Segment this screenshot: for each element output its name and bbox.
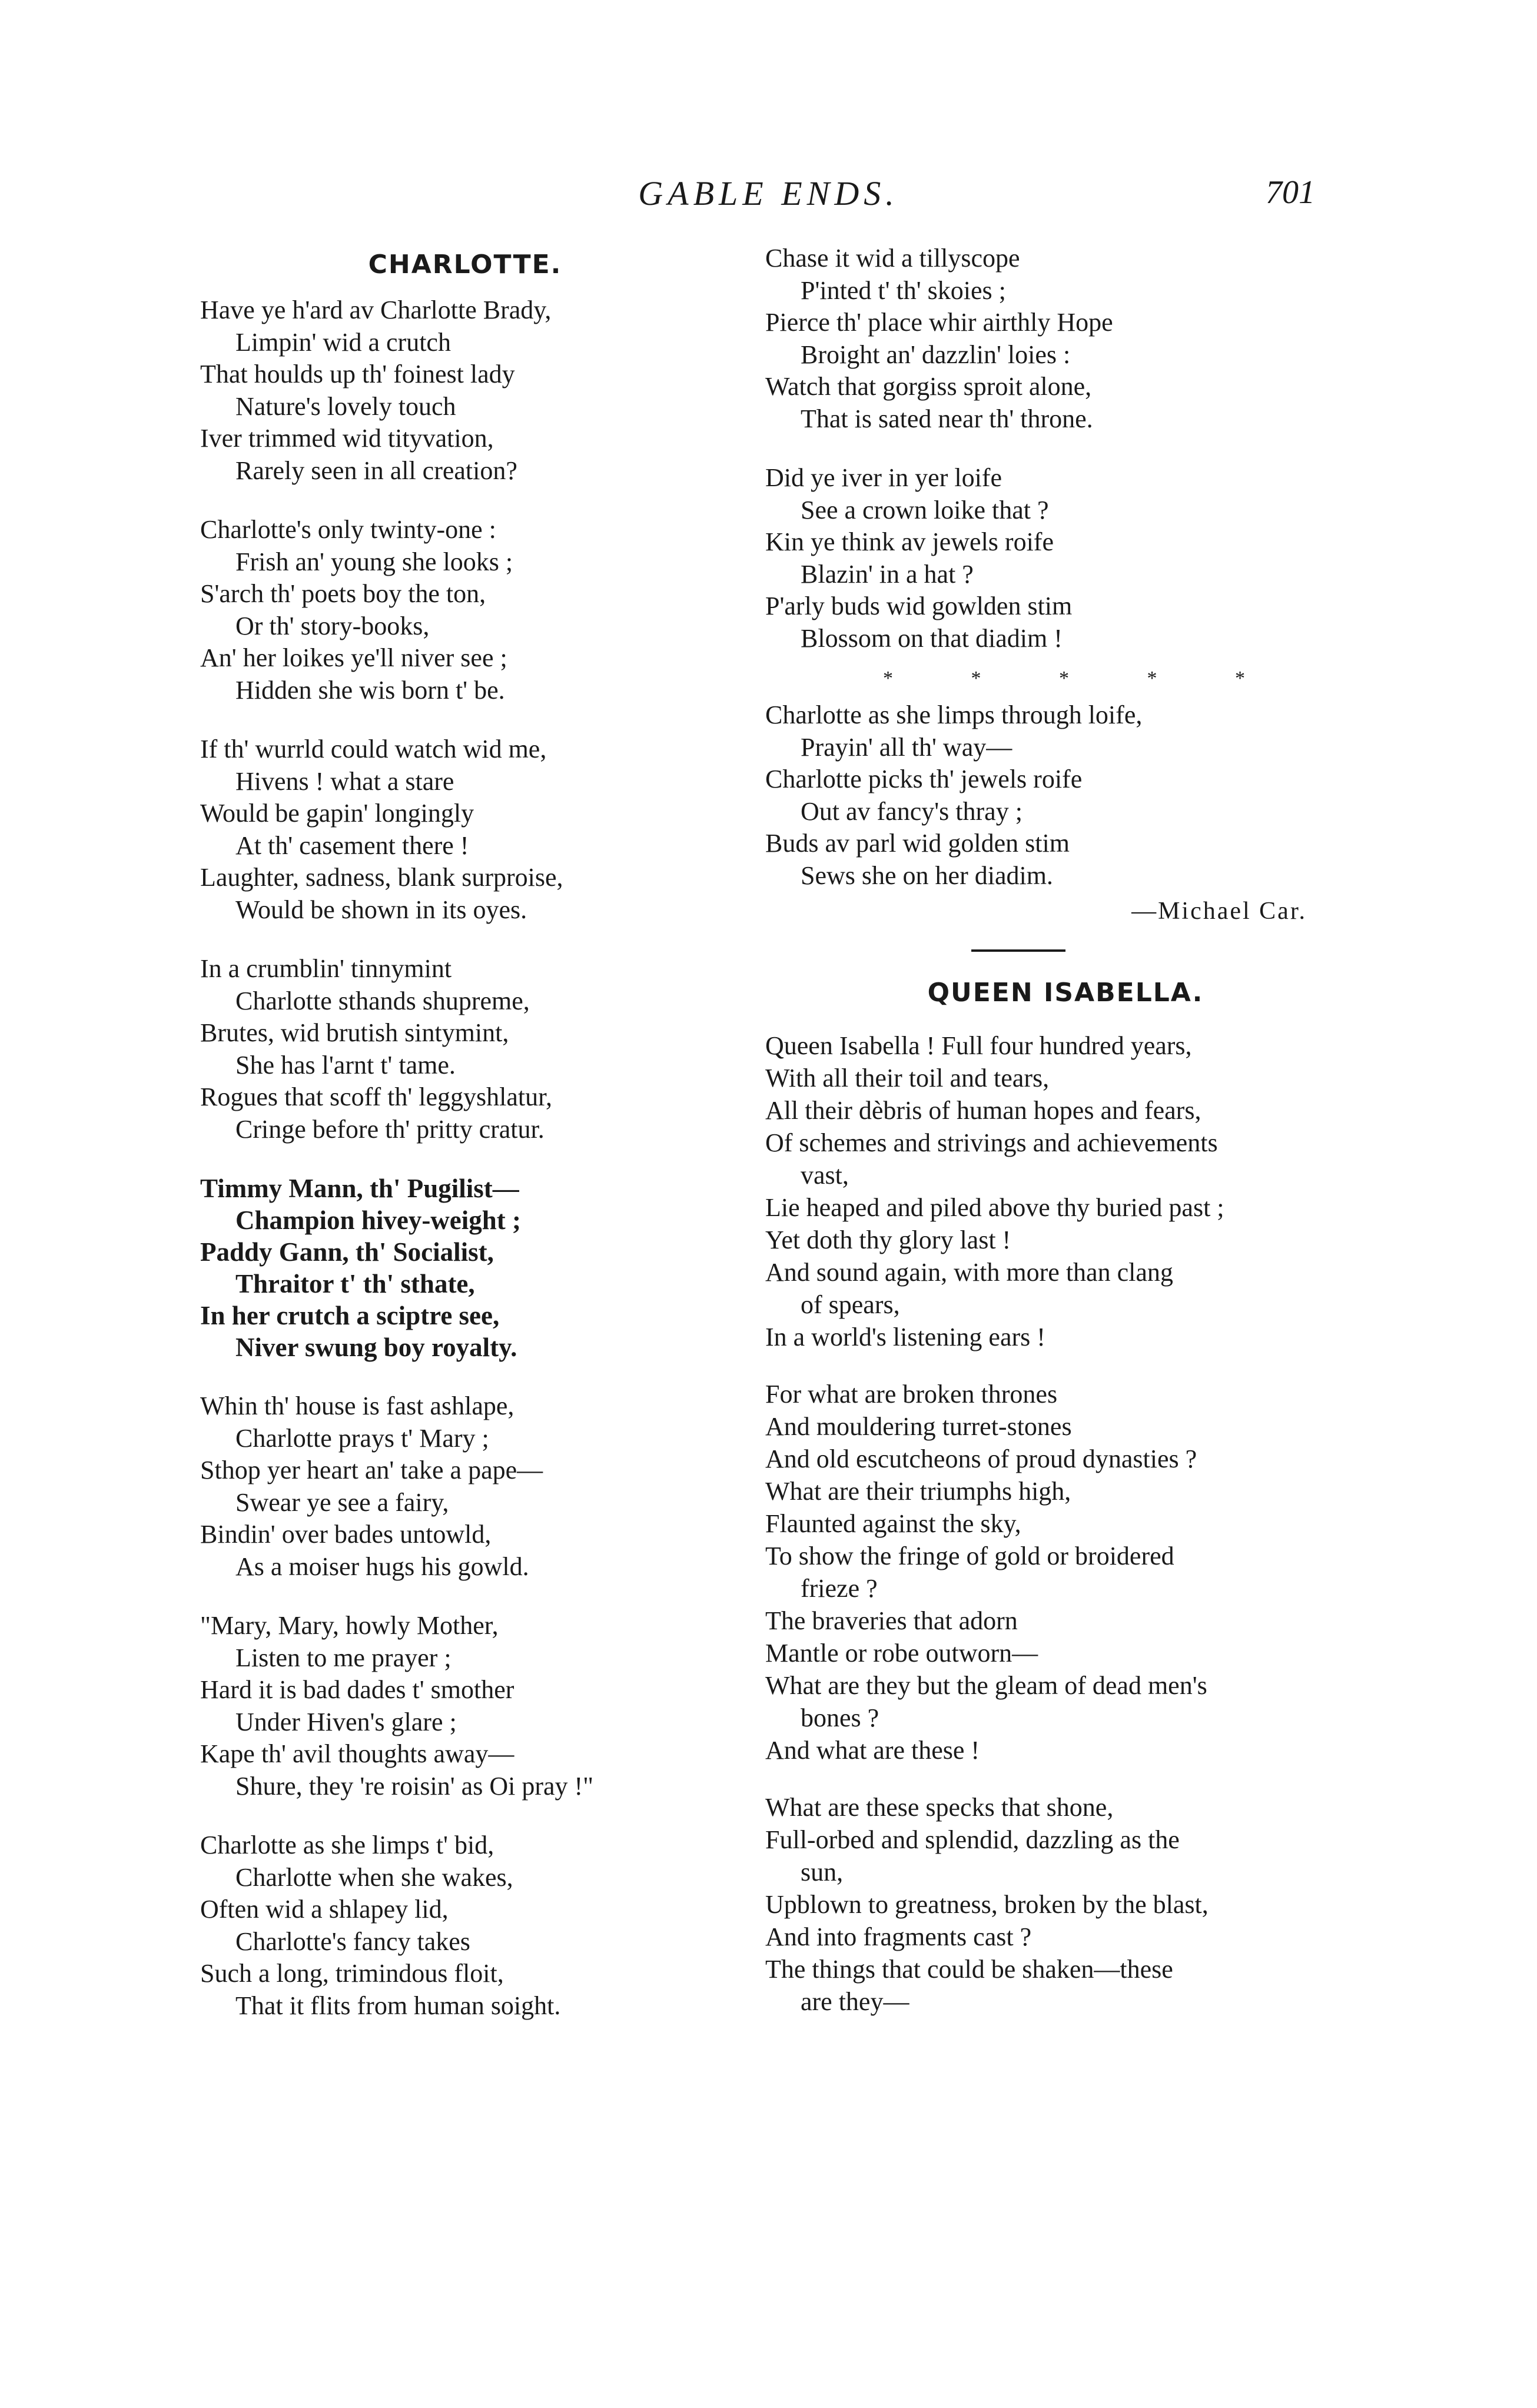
- verse-line: An' her loikes ye'll niver see ;: [200, 643, 507, 672]
- verse-line: Buds av parl wid golden stim: [765, 829, 1070, 858]
- stanza: [200, 1173, 730, 1363]
- stanza: [765, 243, 1366, 435]
- verse-line: Sthop yer heart an' take a pape—: [200, 1456, 543, 1484]
- verse-line: Timmy Mann, th' Pugilist—: [200, 1174, 519, 1203]
- running-header: GABLE ENDS.: [638, 174, 899, 212]
- verse-line: frieze ?: [801, 1574, 878, 1603]
- verse-line: Rogues that scoff th' leggyshlatur,: [200, 1082, 553, 1111]
- verse-line: Limpin' wid a crutch: [235, 327, 451, 357]
- verse-line: Hivens ! what a stare: [235, 766, 454, 796]
- verse-line: Of schemes and strivings and achievements: [765, 1128, 1218, 1157]
- verse-line: Charlotte prays t' Mary ;: [235, 1423, 489, 1453]
- verse-line: In her crutch a sciptre see,: [200, 1301, 500, 1330]
- verse-line: To show the fringe of gold or broidered: [765, 1542, 1174, 1570]
- verse-line: And old escutcheons of proud dynasties ?: [765, 1444, 1197, 1473]
- verse-line: The braveries that adorn: [765, 1606, 1018, 1635]
- verse-line: Or th' story-books,: [235, 611, 430, 640]
- verse-line: Sews she on her diadim.: [801, 861, 1053, 890]
- verse-line: Mantle or robe outworn—: [765, 1639, 1038, 1668]
- verse-line: In a crumblin' tinnymint: [200, 954, 452, 983]
- verse-line: Frish an' young she looks ;: [235, 547, 513, 576]
- verse-line: Such a long, trimindous floit,: [200, 1959, 504, 1988]
- verse-line: Charlotte's only twinty-one :: [200, 515, 496, 544]
- verse-line: Niver swung boy royalty.: [235, 1333, 517, 1362]
- verse-line: sun,: [801, 1858, 844, 1886]
- author-signature: —Michael Car.: [1131, 898, 1307, 925]
- verse-line: P'inted t' th' skoies ;: [801, 275, 1006, 305]
- stanza: [765, 1029, 1366, 1353]
- verse-line: Cringe before th' pritty cratur.: [235, 1114, 545, 1144]
- verse-line: Charlotte sthands shupreme,: [235, 986, 530, 1015]
- verse-line: And what are these !: [765, 1736, 980, 1765]
- verse-line: Whin th' house is fast ashlape,: [200, 1391, 514, 1420]
- verse-line: Charlotte when she wakes,: [235, 1862, 513, 1892]
- verse-line: And mouldering turret-stones: [765, 1412, 1072, 1441]
- verse-line: "Mary, Mary, howly Mother,: [200, 1611, 499, 1640]
- stanza: [200, 1610, 730, 1802]
- verse-line: Charlotte picks th' jewels roife: [765, 765, 1083, 793]
- isabella-stanzas: [765, 1029, 1366, 2018]
- verse-line: She has l'arnt t' tame.: [235, 1050, 456, 1080]
- poem-title-isabella: QUEEN ISABELLA.: [927, 978, 1204, 1008]
- stanza: [200, 1829, 730, 2022]
- verse-line: Pierce th' place whir airthly Hope: [765, 308, 1113, 337]
- verse-line: Blazin' in a hat ?: [801, 559, 974, 589]
- verse-line: Broight an' dazzlin' loies :: [801, 340, 1071, 369]
- verse-line: Flaunted against the sky,: [765, 1509, 1021, 1538]
- stanza: [200, 294, 730, 487]
- stanza: [200, 514, 730, 706]
- stanza: [765, 1791, 1366, 2018]
- verse-line: Champion hivey-weight ;: [235, 1205, 522, 1235]
- poem-title-charlotte: CHARLOTTE.: [368, 250, 562, 280]
- verse-line: vast,: [801, 1161, 849, 1190]
- charlotte-final-stanza: [765, 699, 1366, 892]
- verse-line: Watch that gorgiss sproit alone,: [765, 372, 1092, 401]
- verse-line: Yet doth thy glory last !: [765, 1225, 1011, 1254]
- verse-line: Nature's lovely touch: [235, 391, 456, 421]
- verse-line: That houlds up th' foinest lady: [200, 360, 515, 388]
- verse-line: Hard it is bad dades t' smother: [200, 1675, 514, 1704]
- verse-line: Brutes, wid brutish sintymint,: [200, 1018, 509, 1047]
- verse-line: If th' wurrld could watch wid me,: [200, 735, 547, 763]
- verse-line: Kin ye think av jewels roife: [765, 527, 1054, 556]
- stanza: [765, 699, 1366, 892]
- verse-line: That is sated near th' throne.: [801, 404, 1093, 433]
- verse-line: Shure, they 're roisin' as Oi pray !": [235, 1771, 594, 1801]
- verse-line: Chase it wid a tillyscope: [765, 244, 1020, 273]
- stanza: [765, 462, 1366, 655]
- verse-line: As a moiser hugs his gowld.: [235, 1552, 529, 1581]
- verse-line: of spears,: [801, 1290, 900, 1319]
- stanza: [200, 733, 730, 926]
- verse-line: What are they but the gleam of dead men's: [765, 1671, 1207, 1700]
- right-column: [765, 243, 1366, 2042]
- verse-line: In a world's listening ears !: [765, 1323, 1045, 1351]
- verse-line: Swear ye see a fairy,: [235, 1487, 449, 1517]
- stanza: [765, 1378, 1366, 1766]
- verse-line: Kape th' avil thoughts away—: [200, 1739, 514, 1768]
- verse-line: Full-orbed and splendid, dazzling as the: [765, 1825, 1180, 1854]
- verse-line: Would be shown in its oyes.: [235, 895, 527, 924]
- verse-line: Paddy Gann, th' Socialist,: [200, 1237, 494, 1267]
- verse-line: At th' casement there !: [235, 831, 469, 860]
- verse-line: That it flits from human soight.: [235, 1991, 561, 2020]
- verse-line: S'arch th' poets boy the ton,: [200, 579, 486, 608]
- verse-line: Iver trimmed wid tityvation,: [200, 424, 494, 453]
- verse-line: Did ye iver in yer loife: [765, 463, 1002, 492]
- verse-line: What are these specks that shone,: [765, 1793, 1114, 1822]
- verse-line: With all their toil and tears,: [765, 1064, 1050, 1092]
- verse-line: Queen Isabella ! Full four hundred years,: [765, 1031, 1192, 1060]
- verse-line: Laughter, sadness, blank surproise,: [200, 863, 563, 892]
- verse-line: Would be gapin' longingly: [200, 799, 474, 828]
- left-column: [200, 247, 730, 2049]
- verse-line: Rarely seen in all creation?: [235, 456, 517, 485]
- section-stars: * * * * *: [883, 667, 1282, 689]
- verse-line: Charlotte's fancy takes: [235, 1927, 470, 1956]
- verse-line: Bindin' over bades untowld,: [200, 1520, 492, 1549]
- verse-line: And into fragments cast ?: [765, 1922, 1032, 1951]
- verse-line: All their dèbris of human hopes and fears,: [765, 1096, 1201, 1125]
- verse-line: And sound again, with more than clang: [765, 1258, 1173, 1287]
- verse-line: See a crown loike that ?: [801, 495, 1049, 524]
- stanza: [200, 953, 730, 1145]
- verse-line: P'arly buds wid gowlden stim: [765, 592, 1073, 620]
- verse-line: Often wid a shlapey lid,: [200, 1895, 449, 1924]
- verse-line: Blossom on that diadim !: [801, 623, 1063, 653]
- stanza: [200, 1390, 730, 1583]
- verse-line: Hidden she wis born t' be.: [235, 675, 505, 705]
- charlotte-stanzas-left: [200, 294, 730, 2022]
- charlotte-stanzas-right: [765, 243, 1366, 655]
- verse-line: Prayin' all th' way—: [801, 732, 1013, 762]
- verse-line: Upblown to greatness, broken by the blast,: [765, 1890, 1209, 1919]
- section-divider: [971, 949, 1065, 952]
- verse-line: Listen to me prayer ;: [235, 1643, 452, 1672]
- verse-line: What are their triumphs high,: [765, 1477, 1071, 1506]
- verse-line: For what are broken thrones: [765, 1380, 1058, 1409]
- page-number: 701: [1266, 174, 1315, 211]
- verse-line: Out av fancy's thray ;: [801, 796, 1023, 826]
- verse-line: Under Hiven's glare ;: [235, 1707, 457, 1736]
- verse-line: Lie heaped and piled above thy buried past ;: [765, 1193, 1224, 1222]
- verse-line: The things that could be shaken—these: [765, 1955, 1173, 1984]
- verse-line: Have ye h'ard av Charlotte Brady,: [200, 295, 552, 324]
- verse-line: Charlotte as she limps t' bid,: [200, 1831, 494, 1859]
- verse-line: bones ?: [801, 1703, 879, 1732]
- verse-line: Charlotte as she limps through loife,: [765, 700, 1143, 729]
- verse-line: are they—: [801, 1987, 909, 2016]
- verse-line: Thraitor t' th' sthate,: [235, 1269, 475, 1298]
